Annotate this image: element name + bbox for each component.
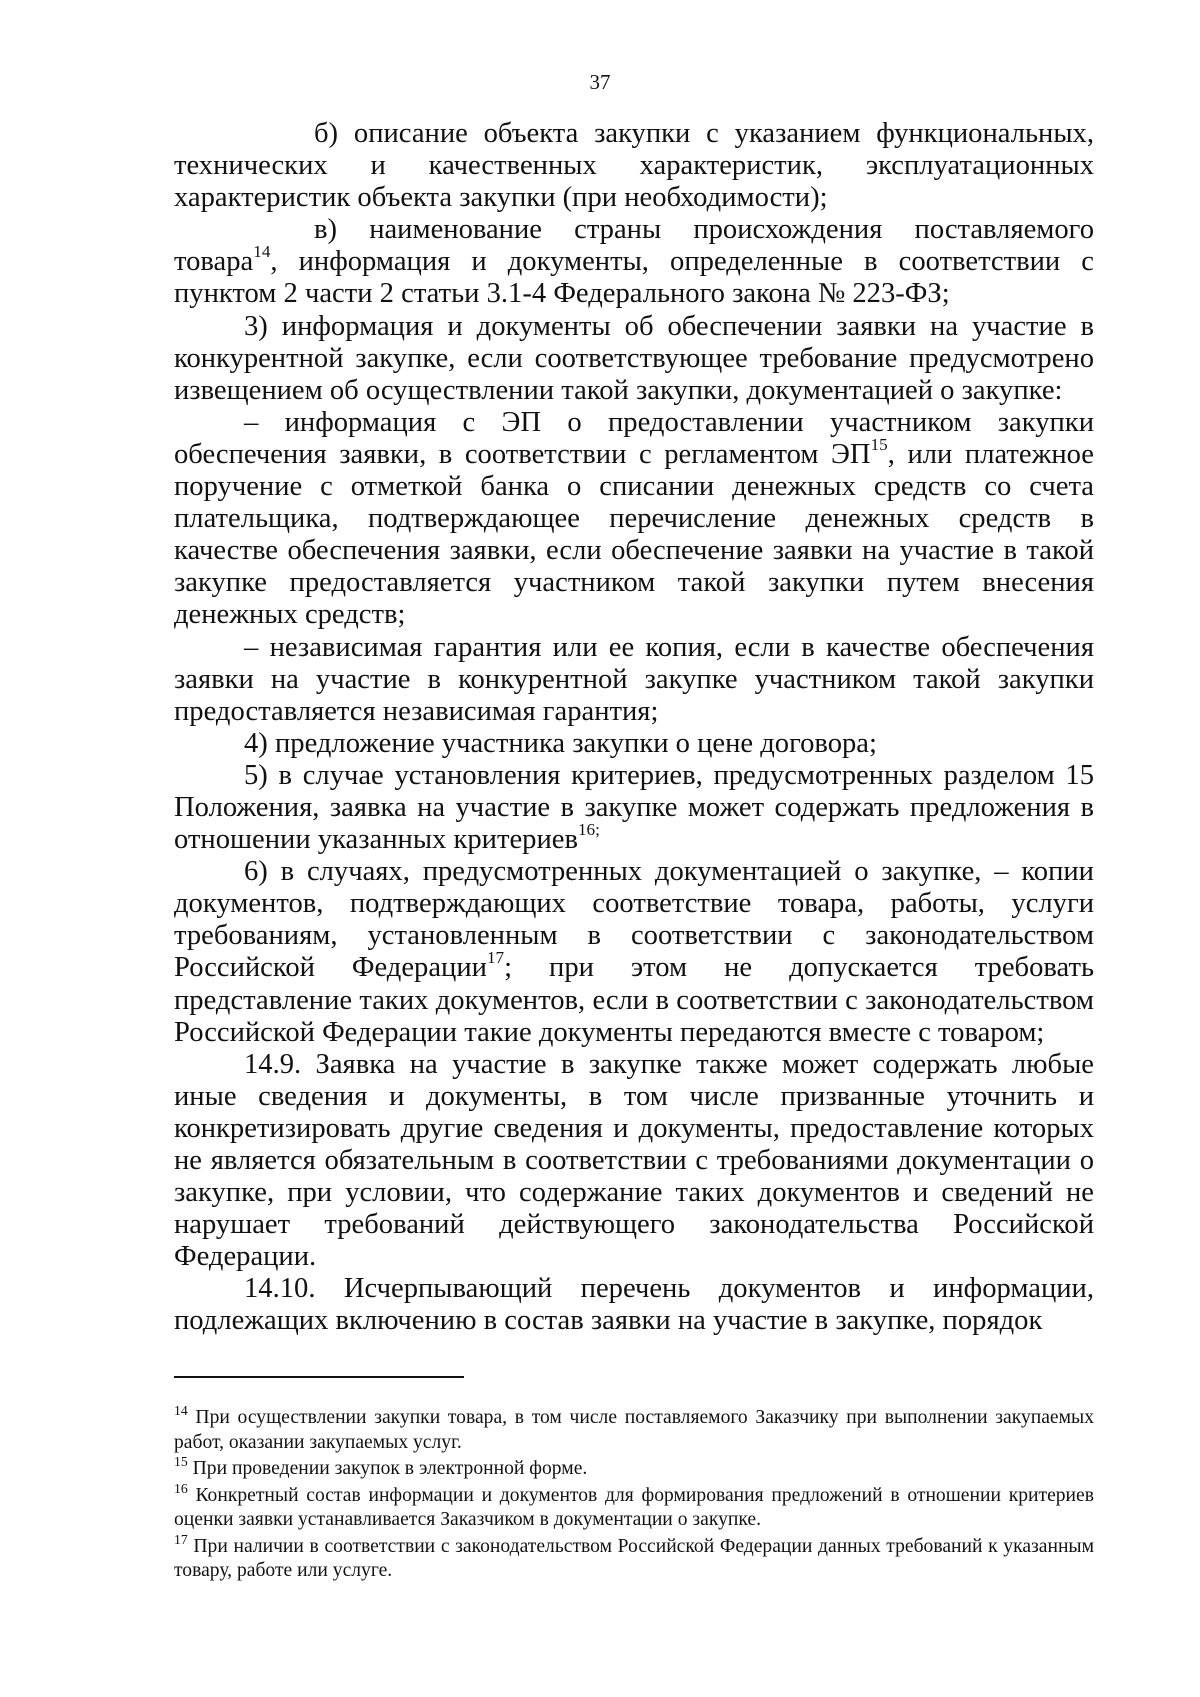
paragraph-text: описание объекта закупки с указанием функциональных, технических и качественных характеристик, эксплуатационных характеристик объекта закупки (при необходимости); xyxy=(174,118,1094,214)
paragraph-6 xyxy=(174,856,1094,1049)
paragraph-3: 3) информация и документы об обеспечении заявки на участие в конкурентной закупке, если соответствующее требование предусмотрено извещением об осуществлении такой закупки, документацией о закупке: xyxy=(174,310,1094,406)
footnotes xyxy=(174,1402,1094,1586)
footnote-number: 16 xyxy=(174,1480,188,1496)
paragraph-14-10: 14.10. Исчерпывающий перечень документов и информации, подлежащих включению в состав заявки на участие в закупке, порядок xyxy=(174,1273,1094,1337)
footnote-text: При наличии в соответствии с законодательством Российской Федерации данных требований к указанным товару, работе или услуге. xyxy=(174,1535,1094,1581)
paragraph-v xyxy=(174,214,1094,310)
paragraph-text: 5) в случае установления критериев, предусмотренных разделом 15 Положения, заявка на участие в закупке может содержать предложения в отношении указанных критериев xyxy=(174,759,1094,856)
footnote-15 xyxy=(174,1453,1094,1482)
footnote-ref: 14 xyxy=(253,242,271,262)
paragraph-text: , или платежное поручение с отметкой банка о списании денежных средств со счета плательщика, подтверждающее перечисление денежных средств в качестве обеспечения заявки, если обеспечение заявки на участие в такой закупке предоставляется участником такой закупки путем внесения денежных средств; xyxy=(174,438,1094,631)
paragraph-text: , информация и документы, определенные в соответствии с пунктом 2 части 2 статьи 3.1-4 Федерального закона № 223-ФЗ; xyxy=(174,246,1094,310)
footnote-ref: 17 xyxy=(486,948,505,968)
paragraph-14-9: 14.9. Заявка на участие в закупке также может содержать любые иные сведения и документы, в том числе призванные уточнить и конкретизировать другие сведения и документы, предоставление которых не является обязательным в соответствии с требованиями документации о закупке, при условии, что содержание таких документов и сведений не нарушает требований действующего законодательства Российской Федерации. xyxy=(174,1048,1094,1273)
paragraph-text: ; при этом не допускается требовать представление таких документов, если в соответствии с законодательством Российской Федерации такие документы передаются вместе с товаром; xyxy=(174,952,1094,1048)
main-text xyxy=(174,118,1094,1338)
footnote-text: При осуществлении закупки товара, в том числе поставляемого Заказчику при выполнении закупаемых работ, оказании закупаемых услуг. xyxy=(174,1407,1094,1453)
paragraph-b xyxy=(174,118,1094,214)
footnote-14 xyxy=(174,1402,1094,1455)
paragraph-4: 4) предложение участника закупки о цене договора; xyxy=(244,727,877,759)
item-label-b: б) xyxy=(314,118,339,149)
footnote-separator xyxy=(174,1376,464,1378)
footnote-text: Конкретный состав информации и документов для формирования предложений в отношении критериев оценки заявки устанавливается Заказчиком в документации о закупке. xyxy=(174,1484,1094,1530)
footnote-ref: 16; xyxy=(577,820,600,840)
paragraph-text: наименование страны происхождения поставляемого товара xyxy=(174,214,1094,278)
page-number: 37 xyxy=(589,70,611,94)
footnote-number: 15 xyxy=(174,1453,188,1469)
paragraph-dash-2: – независимая гарантия или ее копия, если в качестве обеспечения заявки на участие в конкурентной закупке участником такой закупки предоставляется независимая гарантия; xyxy=(174,631,1094,727)
paragraph-text: 6) в случаях, предусмотренных документацией о закупке, – копии документов, подтверждающих соответствие товара, работы, услуги требованиям, установленным в соответствии с законодательством Российской Федерации xyxy=(174,856,1094,984)
item-label-v: в) xyxy=(314,214,338,246)
paragraph-dash-1 xyxy=(174,407,1094,632)
footnote-17 xyxy=(174,1531,1094,1584)
footnote-text: При проведении закупок в электронной форме. xyxy=(192,1458,588,1479)
paragraph-text: – информация с ЭП о предоставлении участником закупки обеспечения заявки, в соответствии с регламентом ЭП xyxy=(174,406,1094,470)
paragraph-5 xyxy=(174,760,1094,856)
footnote-number: 14 xyxy=(174,1402,188,1418)
footnote-number: 17 xyxy=(174,1531,188,1547)
footnote-16 xyxy=(174,1480,1094,1533)
footnote-ref: 15 xyxy=(870,435,888,455)
